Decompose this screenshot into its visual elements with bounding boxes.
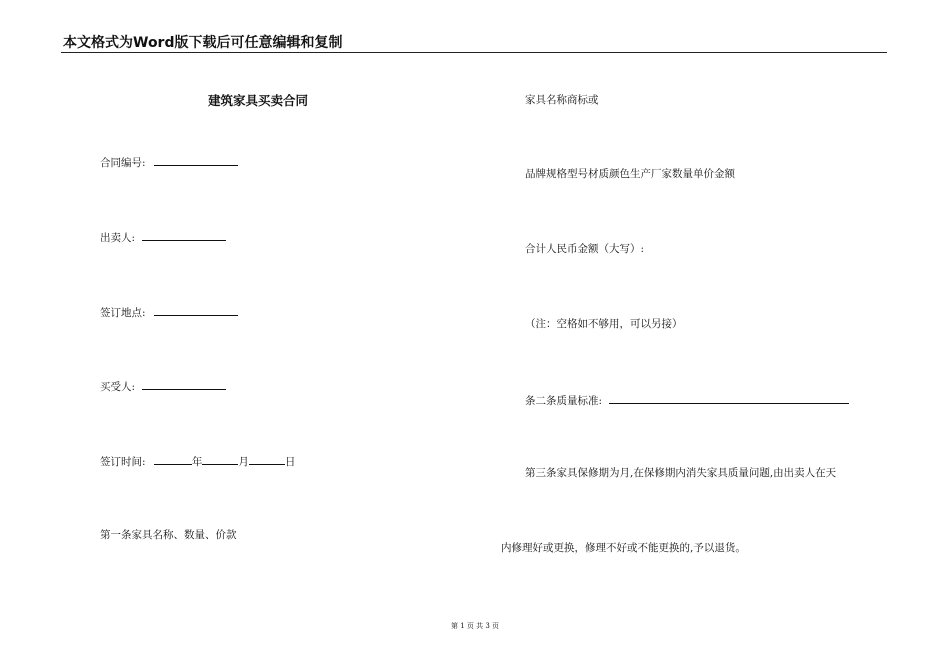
seller-blank <box>142 229 226 241</box>
article-1-heading: 第一条家具名称、数量、价款 <box>100 529 237 541</box>
sign-time-label: 签订时间: <box>100 456 146 468</box>
note-line: （注：空格如不够用，可以另接） <box>525 318 683 330</box>
quality-standard-blank <box>609 392 849 404</box>
article-3-continuation: 内修理好或更换，修理不好或不能更换的,予以退货。 <box>501 542 746 554</box>
contract-number-blank <box>154 154 238 166</box>
document-title: 建筑家具买卖合同 <box>208 93 309 108</box>
goods-name-line: 家具名称商标或 <box>525 94 599 106</box>
article-3-line: 第三条家具保修期为月,在保修期内消失家具质量问题,由出卖人在天 <box>525 467 837 479</box>
buyer-field <box>100 378 226 394</box>
month-label: 月 <box>238 456 249 468</box>
page-number: 第 1 页 共 3 页 <box>450 622 500 630</box>
buyer-blank <box>142 378 226 390</box>
year-blank <box>154 453 192 465</box>
total-amount-line: 合计人民币金额（大写）: <box>525 243 645 255</box>
buyer-label: 买受人: <box>100 381 136 393</box>
header-divider <box>61 52 887 53</box>
month-blank <box>202 453 238 465</box>
sign-place-blank <box>154 304 238 316</box>
year-label: 年 <box>191 456 203 468</box>
contract-number-label: 合同编号: <box>100 157 146 169</box>
sign-place-label: 签订地点: <box>100 307 146 319</box>
article-2-field <box>525 392 849 408</box>
seller-field <box>100 229 226 245</box>
article-2-label: 条二条质量标准: <box>525 395 603 407</box>
sign-time-field <box>100 453 295 469</box>
day-label: 日 <box>284 456 296 468</box>
header-title: 本文格式为Word版下载后可任意编辑和复制 <box>63 35 343 51</box>
day-blank <box>249 453 285 465</box>
contract-number-field <box>100 154 238 170</box>
goods-columns-line: 品牌规格型号材质颜色生产厂家数量单价金额 <box>525 168 735 180</box>
seller-label: 出卖人: <box>100 232 136 244</box>
sign-place-field <box>100 304 238 320</box>
